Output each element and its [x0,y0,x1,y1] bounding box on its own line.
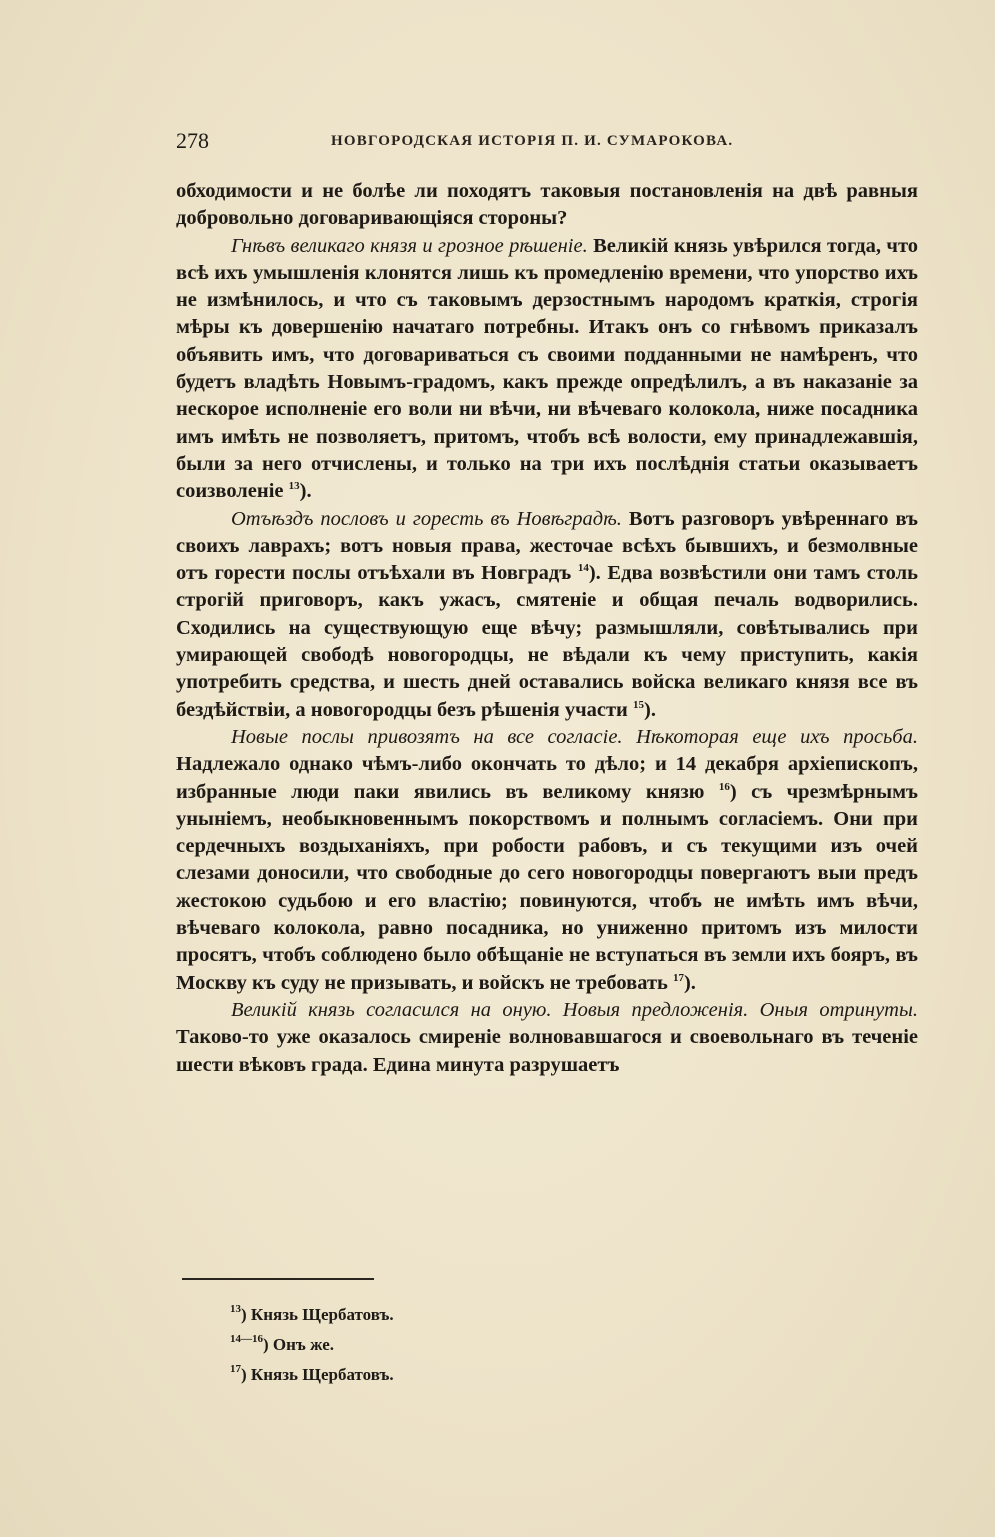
footnote-mark: 17 [230,1363,241,1375]
footnote [230,1330,394,1360]
footnote-ref: 14 [577,562,589,575]
paragraph-text: обходимости и не болѣе ли походятъ таковыя постановленія на двѣ равныя добровольно договаривающіяся стороны? [176,180,918,230]
footnote [230,1300,394,1330]
footnote [230,1360,394,1390]
paragraph-text: Вотъ разговоръ увѣреннаго въ своихъ лаврахъ; вотъ новыя права, жесточае всѣхъ бывшихъ, и безмолвные отъ горести послы отъѣхали въ Новградъ [176,507,918,585]
body-text [176,178,918,1079]
paragraph-rubric: Новые послы привозятъ на все согласіе. Нѣкоторая еще ихъ просьба. [231,725,918,748]
footnote-divider [182,1278,374,1280]
paragraph-tail: ). [299,480,312,503]
running-head: НОВГОРОДСКАЯ ИСТОРІЯ П. И. СУМАРОКОВА. [331,133,734,149]
footnotes [230,1300,394,1390]
paragraph-1 [176,178,918,233]
paragraph-rubric: Гнѣвъ великаго князя и грозное рѣшеніе. [231,234,588,257]
page-header [176,128,922,160]
footnote-mark: 13 [230,1303,241,1315]
paragraph-4 [176,724,918,997]
footnote-text: ) Онъ же. [263,1335,334,1354]
footnote-ref: 15 [633,698,644,711]
page-number: 278 [176,128,209,153]
footnote-ref: 17 [672,971,684,984]
paragraph-rubric: Отъѣздъ пословъ и горесть въ Новѣградѣ. [231,507,622,530]
paragraph-text: Таково-то уже оказалось смиреніе волновавшагося и своевольнаго въ теченіе шести вѣковъ града. Едина минута разрушаетъ [176,1026,918,1076]
paragraph-tail: ) съ чрезмѣрнымъ уныніемъ, необыкновеннымъ покорствомъ и полнымъ согласіемъ. Они при сердечныхъ воздыханіяхъ, при робости рабовъ, и съ текущими изъ очей слезами доносили, что свободные до сего новогородцы повергаютъ выи предъ жестокою судьбою и его властію; повинуются, чтобъ не имѣть имъ вѣчи, вѣчеваго колокола, равно посадника, но униженно притомъ изъ милости просятъ, чтобъ соблюдено было обѣщаніе не вступаться въ земли ихъ бояръ, въ Москву къ суду не призывать, и войскъ не требовать [176,780,918,994]
footnote-ref: 13 [288,480,300,493]
footnote-mark: 14—16 [230,1333,263,1345]
paragraph-3 [176,506,918,724]
paragraph-tail: ). [644,698,656,721]
paragraph-rubric: Великій князь согласился на оную. Новыя предложенія. Оныя отринуты. [231,998,918,1021]
paragraph-tail: ). [683,971,696,994]
paragraph-tail: ). Едва возвѣстили они тамъ столь строгій приговоръ, какъ ужасъ, смятеніе и общая печаль водворились. Сходились на существующую еще вѣчу; размышляли, совѣтывались при умирающей свободѣ новогородцы, не вѣдали къ чему приступить, какія употребить средства, и шесть дней оставались войска великаго князя все въ бездѣйствіи, а новогородцы безъ рѣшенія участи [176,562,918,721]
paragraph-text: Надлежало однако чѣмъ-либо окончать то дѣло; и 14 декабря архіепископъ, избранные люди паки явились въ великому князю [176,753,918,803]
paragraph-5 [176,997,918,1079]
footnote-ref: 16 [718,780,730,793]
footnote-text: ) Князь Щербатовъ. [241,1365,394,1384]
footnote-text: ) Князь Щербатовъ. [241,1305,394,1324]
paragraph-text: Великій князь увѣрился тогда, что всѣ ихъ умышленія клонятся лишь къ промедленію времени, что упорство ихъ не измѣнилось, и что съ таковымъ дерзостнымъ народомъ краткія, строгія мѣры къ довершенію начатаго потребны. Итакъ онъ со гнѣвомъ приказалъ объявить имъ, что договариваться съ своими подданными не намѣренъ, что будетъ владѣть Новымъ-градомъ, какъ прежде опредѣлилъ, а въ наказаніе за нескорое исполненіе его воли ни вѣчи, ни вѣчеваго колокола, ниже посадника имъ имѣть не позволяетъ, притомъ, чтобъ всѣ волости, ему принадлежавшія, были за него отчислены, и только на три ихъ послѣднія статьи оказываетъ соизволеніе [176,234,919,503]
paragraph-2 [176,233,918,506]
